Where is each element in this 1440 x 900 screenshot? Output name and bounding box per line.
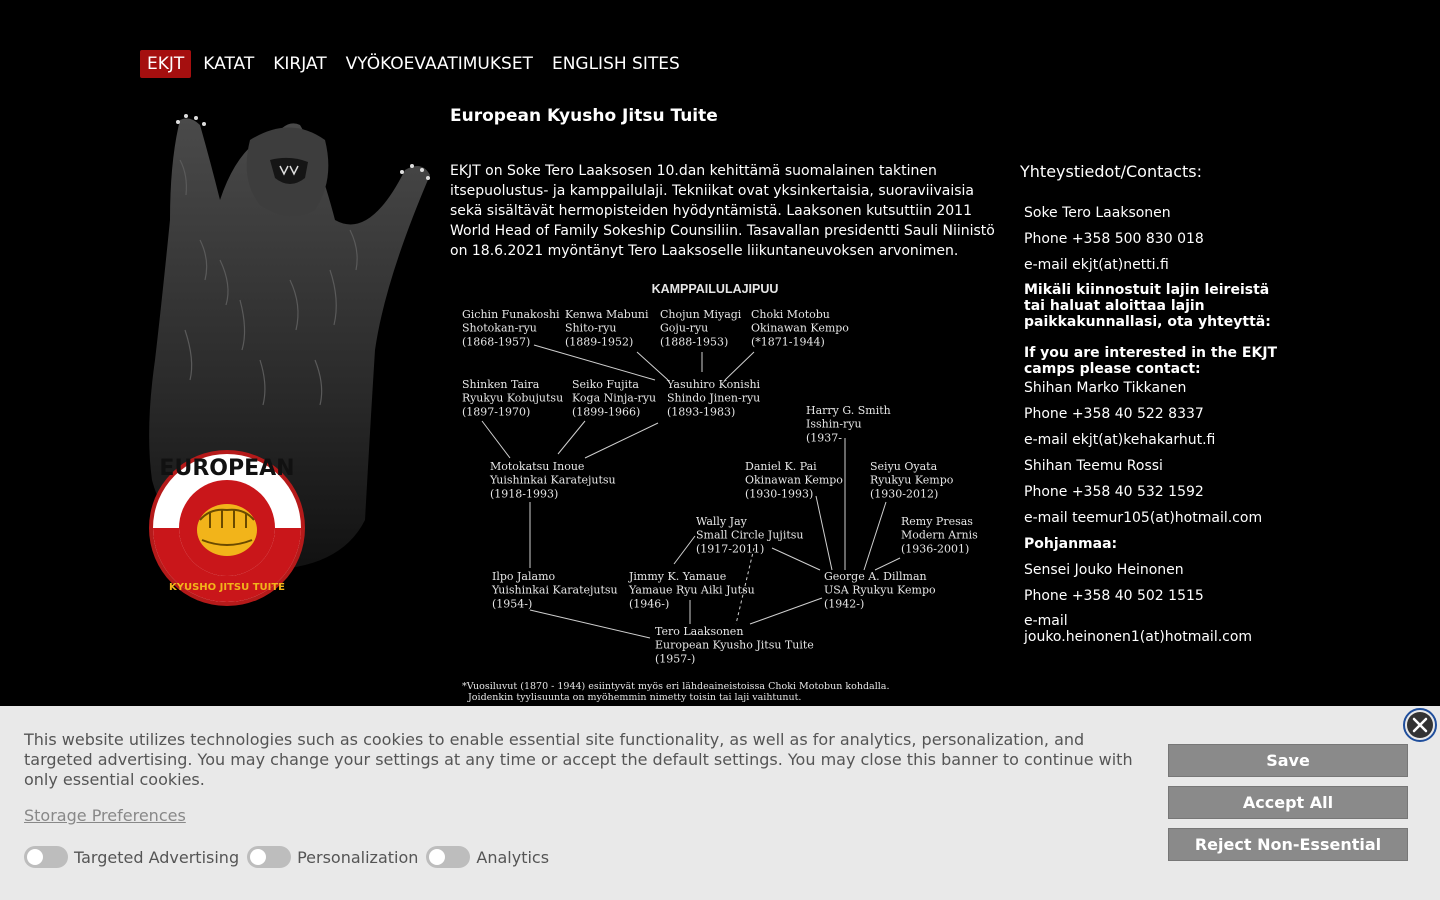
lineage-node-miyagi-line-2: (1888-1953)	[660, 335, 729, 349]
lineage-node-motobu-line-2: (*1871-1944)	[751, 335, 825, 349]
lineage-node-yamaue-line-2: (1946-)	[629, 597, 670, 611]
toggle-group-analytics	[426, 846, 549, 868]
nav-item-vyokoevaatimukset[interactable]: VYÖKOEVAATIMUKSET	[345, 54, 533, 74]
lineage-node-fujita-line-0: Seiko Fujita	[572, 378, 639, 391]
lineage-node-oyata-line-1: Ryukyu Kempo	[870, 473, 954, 487]
nav-item-kirjat[interactable]: KIRJAT	[273, 54, 327, 74]
targeted-advertising-label: Targeted Advertising	[74, 847, 240, 867]
lineage-node-jay-line-1: Small Circle Jujitsu	[696, 528, 804, 542]
lineage-node-mabuni	[565, 308, 649, 348]
lineage-node-laaksonen	[655, 625, 814, 665]
lineage-node-oyata	[870, 460, 954, 500]
contact-teemu-email: e-mail teemur105(at)hotmail.com	[1024, 510, 1263, 526]
lineage-node-pai	[745, 460, 843, 500]
lineage-node-motobu-line-1: Okinawan Kempo	[751, 321, 849, 335]
lineage-node-motobu-line-0: Choki Motobu	[751, 308, 830, 321]
contact-marko-name: Shihan Marko Tikkanen	[1024, 380, 1187, 396]
lineage-note-2: Joidenkin tyylisuunta on myöhemmin nimetty toisin tai laji vaihtunut.	[468, 692, 802, 703]
lineage-node-presas-line-2: (1936-2001)	[901, 542, 970, 556]
analytics-toggle[interactable]	[426, 846, 470, 868]
lineage-node-smith-line-0: Harry G. Smith	[806, 404, 891, 417]
contact-marko-email: e-mail ekjt(at)kehakarhut.fi	[1024, 432, 1216, 448]
lineage-node-taira-line-1: Ryukyu Kobujutsu	[462, 391, 564, 405]
lineage-note-1: *Vuosiluvut (1870 - 1944) esiintyvät myös eri lähdeaineistoissa Choki Motobun kohdalla.	[462, 681, 890, 692]
lineage-node-yamaue	[628, 570, 755, 610]
lineage-node-dillman-line-0: George A. Dillman	[824, 570, 927, 583]
lineage-node-taira-line-0: Shinken Taira	[462, 378, 540, 391]
nav-item-katat[interactable]: KATAT	[203, 54, 255, 74]
contact-teemu-name: Shihan Teemu Rossi	[1024, 458, 1163, 474]
contacts-panel	[1024, 204, 1294, 653]
bear-illustration	[140, 100, 440, 620]
accept-all-button[interactable]: Accept All	[1168, 786, 1408, 819]
lineage-node-inoue-line-2: (1918-1993)	[490, 487, 559, 501]
contacts-title: Yhteystiedot/Contacts:	[1020, 162, 1202, 181]
lineage-node-miyagi-line-0: Chojun Miyagi	[660, 308, 742, 321]
lineage-node-inoue-line-0: Motokatsu Inoue	[490, 460, 585, 473]
lineage-node-presas	[901, 515, 978, 555]
lineage-diagram	[450, 278, 990, 706]
contact-jouko-name: Sensei Jouko Heinonen	[1024, 562, 1184, 578]
contact-soke-email: e-mail ekjt(at)netti.fi	[1024, 257, 1169, 273]
camps-heading-en: If you are interested in the EKJT camps please contact:	[1024, 345, 1278, 377]
contact-soke-phone: Phone +358 500 830 018	[1024, 231, 1204, 247]
lineage-node-presas-line-0: Remy Presas	[901, 515, 973, 528]
lineage-node-dillman	[824, 570, 936, 610]
lineage-node-fujita-line-1: Koga Ninja-ryu	[572, 391, 657, 405]
contact-teemu-phone: Phone +358 40 532 1592	[1024, 484, 1204, 500]
lineage-node-jay	[696, 515, 804, 555]
nav-item-ekjt[interactable]: EKJT	[140, 50, 191, 78]
contact-jouko-email-address: jouko.heinonen1(at)hotmail.com	[1024, 629, 1253, 645]
personalization-label: Personalization	[297, 847, 419, 867]
lineage-node-laaksonen-line-1: European Kyusho Jitsu Tuite	[655, 638, 814, 652]
lineage-node-konishi-line-1: Shindo Jinen-ryu	[667, 391, 761, 405]
lineage-node-smith-line-2: (1937-	[806, 431, 843, 445]
nav-item-english-sites[interactable]: ENGLISH SITES	[551, 54, 680, 74]
lineage-node-jalamo	[491, 570, 618, 610]
logo-bottom-text: KYUSHO JITSU TUITE	[168, 582, 286, 593]
lineage-node-miyagi	[660, 308, 742, 348]
lineage-node-jalamo-line-2: (1954-)	[492, 597, 533, 611]
lineage-node-fujita	[572, 378, 656, 418]
lineage-node-mabuni-line-1: Shito-ryu	[565, 321, 617, 335]
lineage-node-taira-line-2: (1897-1970)	[462, 405, 531, 419]
lineage-node-jay-line-0: Wally Jay	[696, 515, 747, 528]
storage-preferences-link[interactable]: Storage Preferences	[24, 806, 186, 825]
lineage-node-inoue-line-1: Yuishinkai Karatejutsu	[490, 473, 616, 487]
main-nav	[140, 50, 692, 78]
cookie-banner	[0, 706, 1440, 900]
contact-marko-phone: Phone +358 40 522 8337	[1024, 406, 1204, 422]
lineage-node-oyata-line-2: (1930-2012)	[870, 487, 939, 501]
bear-logo-image	[140, 100, 440, 620]
lineage-node-presas-line-1: Modern Arnis	[901, 528, 978, 542]
lineage-heading: KAMPPAILULAJIPUU	[651, 282, 779, 296]
cookie-toggles	[24, 846, 557, 868]
toggle-group-personalization	[247, 846, 418, 868]
logo-top-text: EUROPEAN	[159, 456, 295, 481]
lineage-node-dillman-line-1: USA Ryukyu Kempo	[824, 583, 936, 597]
personalization-toggle[interactable]	[247, 846, 291, 868]
lineage-node-inoue	[489, 460, 616, 500]
analytics-label: Analytics	[476, 847, 550, 867]
intro-paragraph: EKJT on Soke Tero Laaksosen 10.dan kehittämä suomalainen taktinen itsepuolustus- ja kamppailulaji. Tekniikat ovat yksinkertaisia, suoraviivaisia sekä sisältävät hermopisteiden hyödyntämistä. Laaksonen kutsuttiin 2011 World Head of Family Sokeship Counsiliin. Tasavallan presidentti Sauli Niinistö on 18.6.2021 myöntänyt Tero Laaksoselle liikuntaneuvoksen arvonimen.	[450, 163, 995, 259]
targeted-advertising-toggle[interactable]	[24, 846, 68, 868]
lineage-node-laaksonen-line-2: (1957-)	[655, 652, 696, 666]
lineage-node-dillman-line-2: (1942-)	[824, 597, 865, 611]
lineage-node-pai-line-1: Okinawan Kempo	[745, 473, 843, 487]
page-title: European Kyusho Jitsu Tuite	[450, 106, 718, 126]
lineage-node-fujita-line-2: (1899-1966)	[572, 405, 641, 419]
lineage-node-jalamo-line-1: Yuishinkai Karatejutsu	[492, 583, 618, 597]
lineage-node-laaksonen-line-0: Tero Laaksonen	[655, 625, 744, 638]
lineage-node-miyagi-line-1: Goju-ryu	[660, 321, 709, 335]
lineage-node-jay-line-2: (1917-2011)	[696, 542, 765, 556]
lineage-node-motobu	[751, 308, 849, 348]
lineage-node-funakoshi-line-1: Shotokan-ryu	[462, 321, 537, 335]
lineage-node-pai-line-0: Daniel K. Pai	[745, 460, 817, 473]
lineage-node-oyata-line-0: Seiyu Oyata	[870, 460, 938, 473]
lineage-node-mabuni-line-0: Kenwa Mabuni	[565, 308, 649, 321]
lineage-node-yamaue-line-0: Jimmy K. Yamaue	[629, 570, 727, 583]
european-logo	[149, 450, 305, 606]
contact-jouko-phone: Phone +358 40 502 1515	[1024, 588, 1204, 604]
lineage-node-taira	[462, 378, 563, 418]
lineage-node-jalamo-line-0: Ilpo Jalamo	[492, 570, 556, 583]
lineage-node-funakoshi-line-0: Gichin Funakoshi	[462, 308, 560, 321]
lineage-node-smith-line-1: Isshin-ryu	[806, 417, 862, 431]
reject-non-essential-button[interactable]: Reject Non-Essential	[1168, 828, 1408, 861]
region-heading: Pohjanmaa:	[1024, 536, 1118, 552]
lineage-node-funakoshi	[462, 308, 560, 348]
lineage-node-yamaue-line-1: Yamaue Ryu Aiki Jutsu	[629, 583, 755, 597]
lineage-node-pai-line-2: (1930-1993)	[745, 487, 814, 501]
contact-soke-name: Soke Tero Laaksonen	[1024, 205, 1171, 221]
lineage-node-smith	[806, 404, 891, 444]
contact-jouko-email-label: e-mail	[1024, 613, 1068, 629]
fist-icon	[197, 504, 257, 556]
lineage-node-konishi-line-2: (1893-1983)	[667, 405, 736, 419]
camps-heading-fi: Mikäli kiinnostuit lajin leireistä tai haluat aloittaa lajin paikkakunnallasi, ota yhteyttä:	[1024, 282, 1271, 330]
cookie-banner-text: This website utilizes technologies such as cookies to enable essential site functionality, as well as for analytics, personalization, and targeted advertising. You may change your settings at any time or accept the default settings. You may close this banner to continue with only essential cookies.	[24, 730, 1133, 789]
lineage-node-mabuni-line-2: (1889-1952)	[565, 335, 634, 349]
lineage-node-konishi-line-0: Yasuhiro Konishi	[667, 378, 761, 391]
lineage-svg	[450, 278, 990, 706]
contact-jouko-email	[1024, 613, 1294, 645]
close-icon[interactable]	[1403, 708, 1437, 742]
lineage-node-funakoshi-line-2: (1868-1957)	[462, 335, 531, 349]
toggle-group-targeted-advertising	[24, 846, 239, 868]
save-button[interactable]: Save	[1168, 744, 1408, 777]
lineage-node-konishi	[666, 378, 761, 418]
